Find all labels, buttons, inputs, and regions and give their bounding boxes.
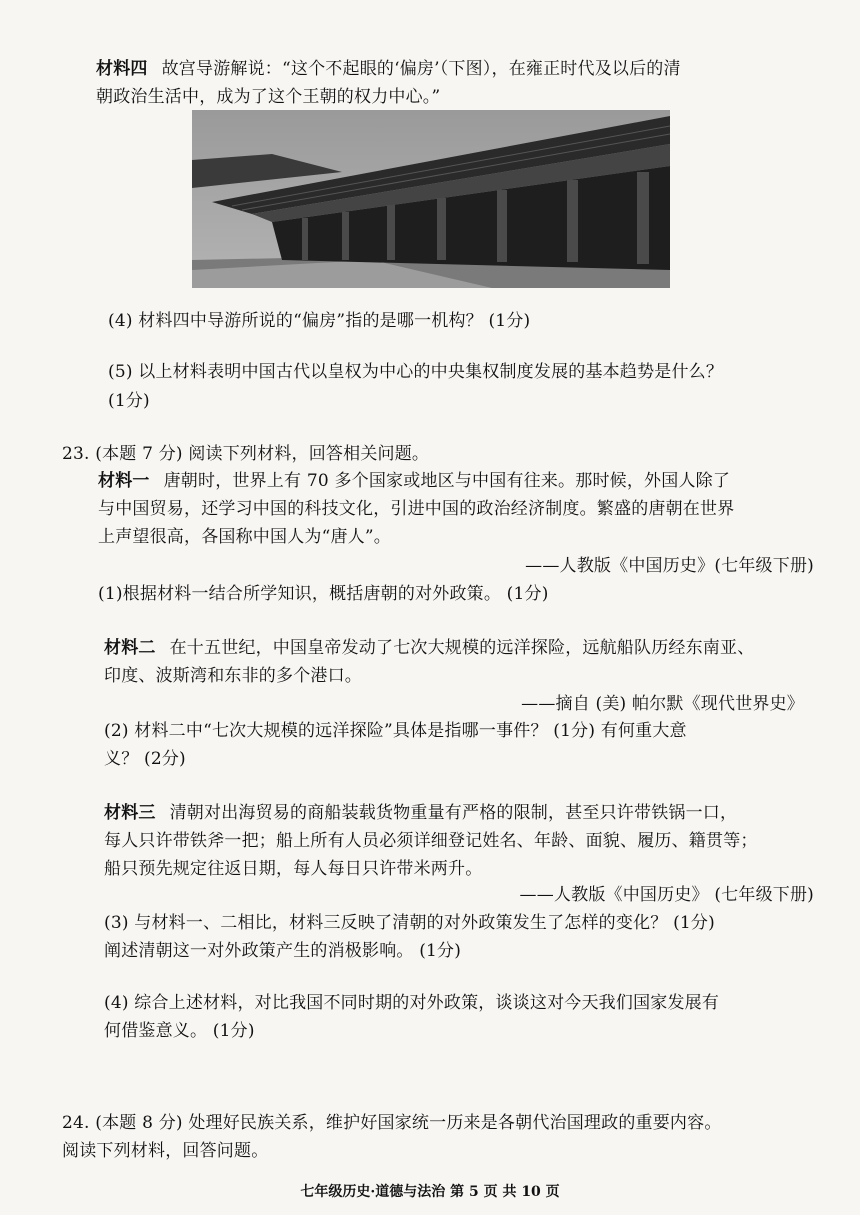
page-footer: 七年级历史·道德与法治 第 5 页 共 10 页 [300, 1184, 560, 1200]
q23-material1-label: 材料一 [98, 471, 150, 491]
q23-question-3-line1: (3) 与材料一、二相比，材料三反映了清朝的对外政策发生了怎样的变化？ (1分) [104, 913, 715, 933]
q23-material1-source: ——人教版《中国历史》(七年级下册) [525, 556, 814, 576]
q23-question-4-line2: 何借鉴意义。 (1分) [104, 1021, 255, 1041]
material4-line1: 材料四 故宫导游解说：“这个不起眼的‘偏房’（下图），在雍正时代及以后的清 [96, 59, 681, 79]
q23-material2-label: 材料二 [104, 638, 156, 658]
palace-building-photo [192, 110, 670, 288]
q23-material1-line3: 上声望很高，各国称中国人为“唐人”。 [98, 527, 391, 547]
q23-material2-line2: 印度、波斯湾和东非的多个港口。 [104, 666, 362, 686]
material4-line2: 朝政治生活中，成为了这个王朝的权力中心。” [96, 87, 441, 107]
question-5-line1: (5) 以上材料表明中国古代以皇权为中心的中央集权制度发展的基本趋势是什么？ [108, 362, 724, 382]
question-5-line2: (1分) [108, 391, 150, 411]
question-24-line1: 24. (本题 8 分) 处理好民族关系，维护好国家统一历来是各朝代治国理政的重要内容。 [62, 1113, 722, 1133]
q23-material1-line1: 材料一 唐朝时，世界上有 70 多个国家或地区与中国有往来。那时候，外国人除了 [98, 471, 731, 491]
q23-question-2-line1: (2) 材料二中“七次大规模的远洋探险”具体是指哪一事件？ (1分) 有何重大意 [104, 721, 687, 741]
q23-material3-label: 材料三 [104, 803, 156, 823]
q23-material1-line2: 与中国贸易，还学习中国的科技文化，引进中国的政治经济制度。繁盛的唐朝在世界 [98, 499, 735, 519]
question-24-line2: 阅读下列材料，回答问题。 [62, 1141, 269, 1161]
q23-question-2-line2: 义？ (2分) [104, 749, 186, 769]
q23-material3-line2: 每人只许带铁斧一把；船上所有人员必须详细登记姓名、年龄、面貌、履历、籍贯等； [104, 831, 758, 851]
q23-material2-line1: 材料二 在十五世纪，中国皇帝发动了七次大规模的远洋探险，远航船队历经东南亚、 [104, 638, 755, 658]
q23-question-1: (1)根据材料一结合所学知识，概括唐朝的对外政策。 (1分) [98, 584, 549, 604]
q23-question-3-line2: 阐述清朝这一对外政策产生的消极影响。 (1分) [104, 941, 462, 961]
palace-building-image [192, 110, 670, 288]
q23-question-4-line1: (4) 综合上述材料，对比我国不同时期的对外政策，谈谈这对今天我们国家发展有 [104, 993, 720, 1013]
q23-material3-line3: 船只预先规定往返日期，每人每日只许带米两升。 [104, 859, 483, 879]
q23-material3-source: ——人教版《中国历史》 (七年级下册) [519, 885, 814, 905]
q23-material3-line1: 材料三 清朝对出海贸易的商船装载货物重量有严格的限制，甚至只许带铁锅一口， [104, 803, 738, 823]
question-4: (4) 材料四中导游所说的“偏房”指的是哪一机构？ (1分) [108, 311, 531, 331]
material4-label: 材料四 [96, 59, 148, 79]
question-23-heading: 23. (本题 7 分) 阅读下列材料，回答相关问题。 [62, 444, 430, 464]
q23-material2-source: ——摘自 (美) 帕尔默《现代世界史》 [521, 694, 804, 714]
